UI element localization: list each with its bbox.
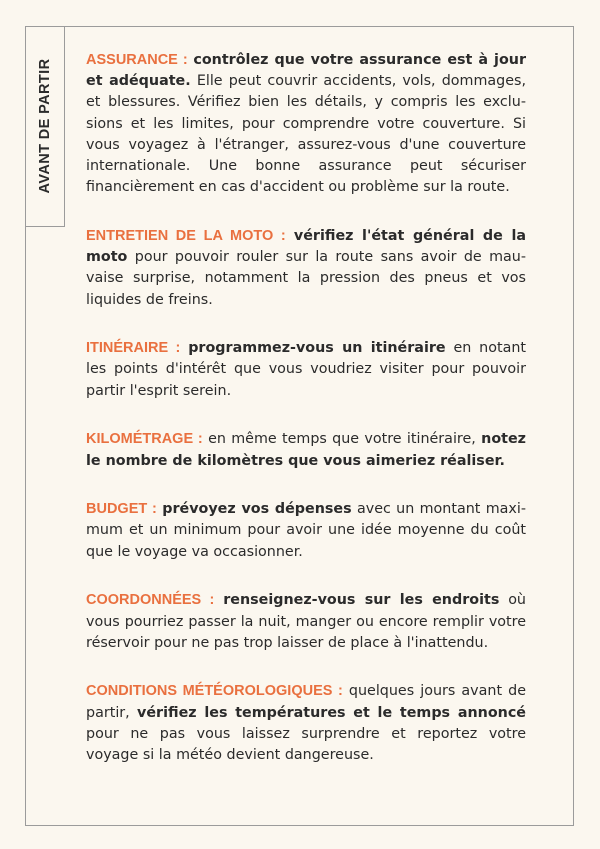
- side-heading: AVANT DE PARTIR: [37, 58, 53, 194]
- section-kilometrage: [86, 429, 526, 471]
- section-coordonnees: [86, 590, 526, 654]
- section-text: pour ne pas vous laissez surprendre et reportez votre voyage si la météo devient dangereuse.: [86, 725, 526, 764]
- section-label: KILOMÉTRAGE :: [86, 431, 203, 448]
- section-text: où vous pourriez passer la nuit, manger ou encore remplir votre réservoir pour ne pas trop laisser de place à l'inattendu.: [86, 592, 526, 651]
- section-highlight: vérifiez l'état général de la moto: [86, 227, 526, 266]
- section-text: quelques jours avant de partir,: [86, 683, 527, 721]
- section-label: ENTRETIEN DE LA MOTO :: [86, 227, 286, 244]
- section-highlight: programmez-vous un itinéraire: [188, 340, 446, 357]
- section-text: pour pouvoir rouler sur la route sans avoir de mauvaise surprise, notamment la pression des pneus et vos liquides de freins.: [86, 249, 526, 308]
- section-label: BUDGET :: [86, 501, 157, 518]
- section-entretien: [86, 226, 526, 311]
- section-meteo: [86, 681, 526, 766]
- section-budget: [86, 499, 526, 563]
- section-text: Elle peut couvrir accidents, vols, dommages, et blessures. Vérifiez bien les détails, y compris les exclusions et les limites, pour comprendre votre couverture. Si vous voyagez à l'étranger, assurez-vous d'une couverture internationale. Une bonne assurance peut sécuriser financièrement en cas d'accident ou problème sur la route.: [86, 73, 527, 196]
- section-label: ASSURANCE :: [86, 52, 188, 68]
- section-label: ITINÉRAIRE :: [86, 340, 181, 357]
- section-assurance: [86, 50, 526, 198]
- section-text: en notant les points d'intérêt que vous voudriez visiter pour pouvoir partir l'esprit serein.: [86, 340, 527, 399]
- section-itineraire: [86, 338, 526, 402]
- section-label: CONDITIONS MÉTÉOROLOGIQUES :: [86, 683, 343, 700]
- section-highlight: renseignez-vous sur les endroits: [223, 592, 500, 609]
- section-highlight: contrôlez que votre assurance est à jour et adéquate.: [86, 52, 527, 90]
- section-label: COORDONNÉES :: [86, 592, 215, 609]
- section-text: avec un montant maximum et un minimum pour avoir une idée moyenne du coût que le voyage va occasionner.: [86, 501, 527, 560]
- section-highlight: prévoyez vos dépenses: [162, 501, 352, 518]
- section-text: en même temps que votre itinéraire,: [208, 431, 476, 448]
- section-highlight: notez le nombre de kilomètres que vous aimeriez réaliser.: [86, 431, 526, 469]
- checklist: [86, 50, 526, 794]
- section-highlight: vérifiez les températures et le temps annoncé: [137, 704, 526, 721]
